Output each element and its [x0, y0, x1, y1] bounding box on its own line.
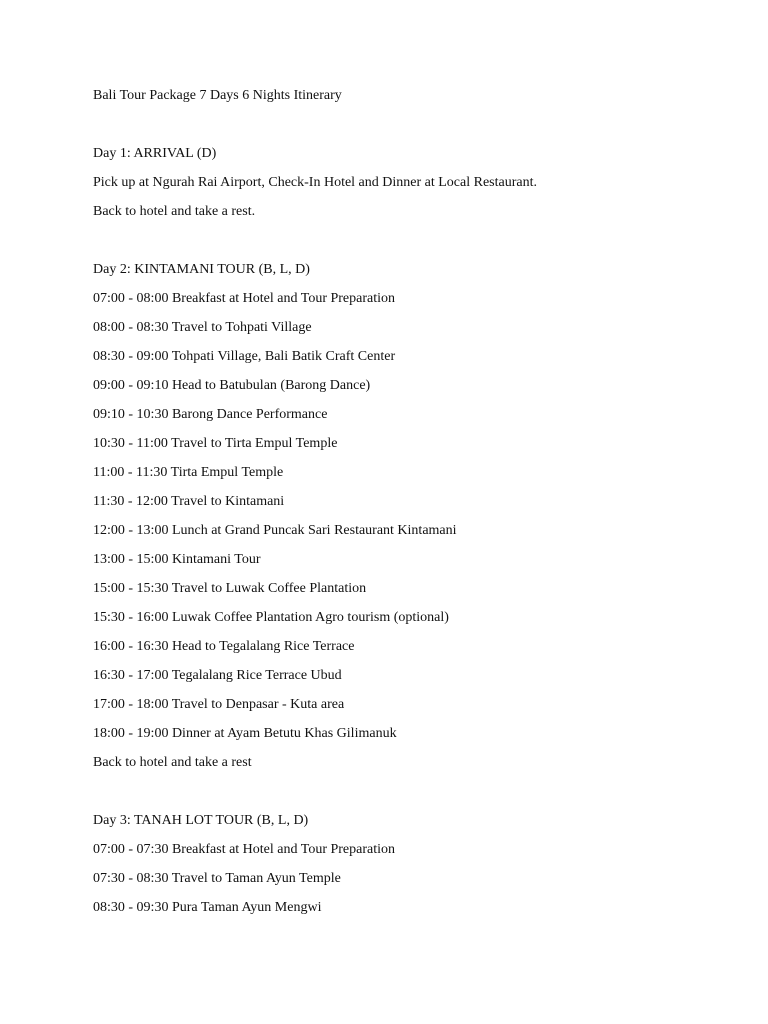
day2-line: 07:00 - 08:00 Breakfast at Hotel and Tour Preparation: [93, 291, 396, 306]
day3-heading: Day 3: TANAH LOT TOUR (B, L, D): [93, 813, 309, 828]
day2-line: 08:30 - 09:00 Tohpati Village, Bali Batik Craft Center: [93, 349, 396, 364]
day2-line: 16:30 - 17:00 Tegalalang Rice Terrace Ubud: [93, 668, 342, 683]
day1-line: Pick up at Ngurah Rai Airport, Check-In Hotel and Dinner at Local Restaurant.: [93, 175, 537, 190]
day2-line: 17:00 - 18:00 Travel to Denpasar - Kuta area: [93, 697, 345, 712]
day2-line: 13:00 - 15:00 Kintamani Tour: [93, 552, 261, 567]
day2-line: 11:00 - 11:30 Tirta Empul Temple: [93, 465, 284, 480]
day2-line: 10:30 - 11:00 Travel to Tirta Empul Temple: [93, 436, 338, 451]
day2-line: 15:30 - 16:00 Luwak Coffee Plantation Agro tourism (optional): [93, 610, 449, 625]
day2-line: 11:30 - 12:00 Travel to Kintamani: [93, 494, 285, 509]
day2-line: 18:00 - 19:00 Dinner at Ayam Betutu Khas Gilimanuk: [93, 726, 397, 741]
day3-line: 07:30 - 08:30 Travel to Taman Ayun Temple: [93, 871, 341, 886]
document-title: Bali Tour Package 7 Days 6 Nights Itinerary: [93, 88, 342, 103]
day2-line: 08:00 - 08:30 Travel to Tohpati Village: [93, 320, 312, 335]
day2-line: 15:00 - 15:30 Travel to Luwak Coffee Plantation: [93, 581, 367, 596]
day3-line: 08:30 - 09:30 Pura Taman Ayun Mengwi: [93, 900, 322, 915]
day2-line: 09:10 - 10:30 Barong Dance Performance: [93, 407, 328, 422]
day2-heading: Day 2: KINTAMANI TOUR (B, L, D): [93, 262, 310, 277]
day3-line: 07:00 - 07:30 Breakfast at Hotel and Tour Preparation: [93, 842, 396, 857]
day1-heading: Day 1: ARRIVAL (D): [93, 146, 217, 161]
day1-line: Back to hotel and take a rest.: [93, 204, 256, 219]
day2-line: 12:00 - 13:00 Lunch at Grand Puncak Sari Restaurant Kintamani: [93, 523, 457, 538]
day2-line: Back to hotel and take a rest: [93, 755, 252, 770]
day2-line: 16:00 - 16:30 Head to Tegalalang Rice Terrace: [93, 639, 355, 654]
day2-line: 09:00 - 09:10 Head to Batubulan (Barong Dance): [93, 378, 371, 393]
